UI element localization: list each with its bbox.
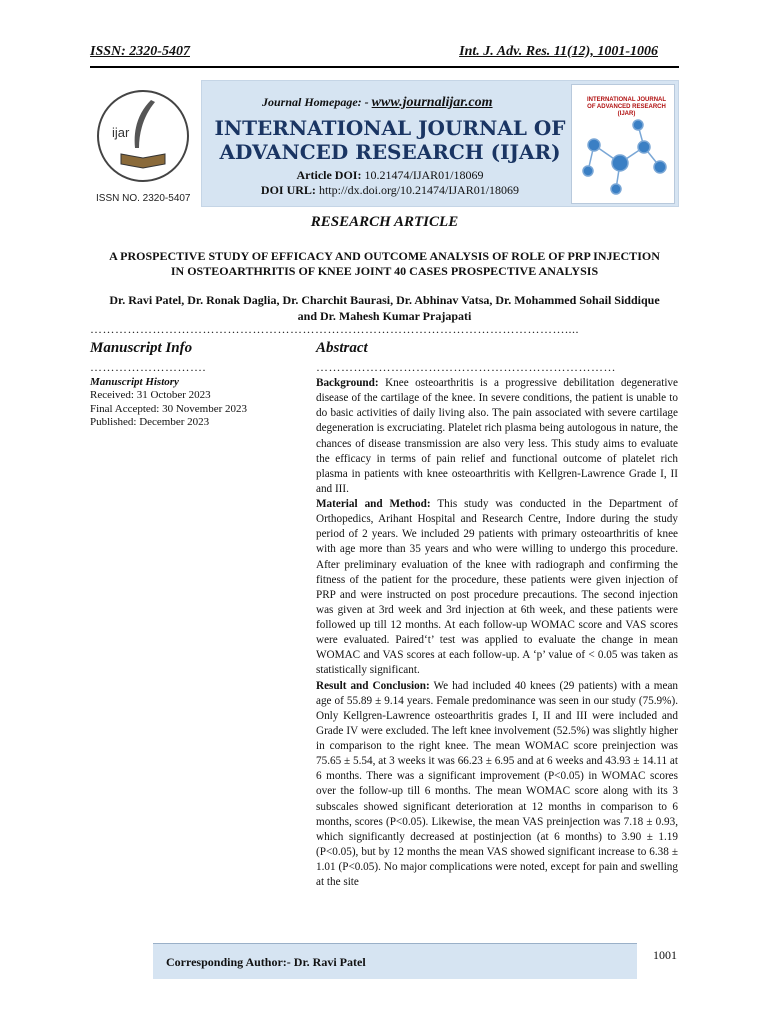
abstract-heading: Abstract — [316, 340, 368, 356]
authors-line2: and Dr. Mahesh Kumar Prajapati — [297, 309, 472, 323]
article-title — [90, 249, 679, 279]
homepage-link[interactable]: www.journalijar.com — [371, 95, 493, 110]
journal-name-line2: ADVANCED RESEARCH (IJAR) — [219, 140, 561, 164]
doi-url-label: DOI URL: — [260, 183, 316, 197]
author-list — [90, 292, 679, 324]
background-label: Background: — [316, 377, 379, 389]
abstract-separator: ……………………………………………………………… — [316, 360, 616, 374]
page-number: 1001 — [653, 948, 677, 962]
article-type: RESEARCH ARTICLE — [310, 214, 459, 230]
abstract-result — [316, 679, 678, 891]
separator: …………………………………………………………………………………………………….... — [90, 322, 579, 336]
authors-line1: Dr. Ravi Patel, Dr. Ronak Daglia, Dr. Charchit Baurasi, Dr. Abhinav Vatsa, Dr. Mohammed Sohail Siddique — [109, 293, 660, 307]
accepted-date: Final Accepted: 30 November 2023 — [90, 403, 248, 415]
manuscript-info-heading: Manuscript Info — [90, 340, 193, 356]
background-text: Knee osteoarthritis is a progressive debilitation degenerative disease of the cartilage of the knee. In severe conditions, the patient is unable to do basic activities of daily living also. The pain associated with severe cartilage degeneration is excruciating. Platelet rich plasma being autologous in nature, the chances of disease transmission are also very less. This study aims to evaluate the efficacy in terms of pain relief and functional outcome of platelet rich plasma in patients with knee osteoarthritis with Kellgren-Lawrence Grade I, II and III. — [316, 377, 678, 495]
logo-wordmark: ijar — [112, 125, 130, 140]
article-title-line2: IN OSTEOARTHRITIS OF KNEE JOINT 40 CASES PROSPECTIVE ANALYSIS — [170, 264, 599, 278]
article-title-line1: A PROSPECTIVE STUDY OF EFFICACY AND OUTCOME ANALYSIS OF ROLE OF PRP INJECTION — [109, 249, 660, 263]
doi-url-link[interactable]: http://dx.doi.org/10.21474/IJAR01/18069 — [318, 183, 520, 197]
logo-issn: ISSN NO. 2320-5407 — [96, 193, 191, 204]
journal-logo — [97, 90, 189, 182]
cover-title: INTERNATIONAL JOURNAL OF ADVANCED RESEARCH (IJAR) — [586, 97, 667, 117]
method-label: Material and Method: — [316, 498, 431, 510]
citation-header: Int. J. Adv. Res. 11(12), 1001-1006 — [459, 44, 658, 59]
article-doi-label: Article DOI: — [296, 168, 362, 182]
journal-name — [214, 116, 566, 164]
article-doi-value: 10.21474/IJAR01/18069 — [364, 168, 484, 182]
journal-homepage — [262, 95, 493, 111]
method-text: This study was conducted in the Department of Orthopedics, Arihant Hospital and Research Centre, Indore during the study period of 2 years. We included 29 patients with primary osteoarthritis of knee with age more than 35 years and who were willing to undergo this procedure. After preliminary evaluation of the knee with radiograph and confirming the fitness of the patient for the procedure, these patients were given injection of PRP and were instructed on post procedure precautions. The second injection was given at 3rd week and 3rd injection at 6th week, and these patients were followed up till 12 months. At each follow-up WOMAC score and VAS scores were evaluated. Paired‘t’ test was applied to evaluate the change in mean WOMAC and VAS scores at each follow-up. A ‘p’ value of < 0.05 was taken as statistically significant. — [316, 498, 678, 677]
manuscript-info-separator: ………………………. — [90, 360, 206, 374]
published-date: Published: December 2023 — [90, 416, 210, 428]
homepage-label: Journal Homepage: - — [262, 95, 369, 109]
abstract-method — [316, 497, 678, 679]
received-date: Received: 31 October 2023 — [90, 389, 211, 401]
abstract-body — [316, 376, 678, 890]
result-text: We had included 40 knees (29 patients) with a mean age of 55.89 ± 9.14 years. Female predominance was seen in our study (75.9%). Only Kellgren-Lawrence osteoarthritis grades I, II and III were included and Grade IV were excluded. The left knee involvement (52.5%) was slightly higher in comparison to the right knee. The mean WOMAC score preinjection was 75.65 ± 5.54, at 3 weeks it was 66.23 ± 6.95 and at 6 weeks and 43.93 ± 14.11 at 6 months. There was a significant improvement (P<0.05) in WOMAC scores over the follow-up till 6 months. The mean WOMAC score along with its 3 subscales showed significant deterioration at 12 months in comparison to 6 months, scores (P<0.05). Likewise, the mean VAS preinjection was 7.18 ± 0.93, which significantly decreased at postinjection (at 6 months) to 3.90 ± 1.19 (P<0.05), but by 12 months the mean VAS showed significant increase to 6.38 ± 1.01 (P<0.05). No major complications were noted, except for pain and swelling at the site — [316, 679, 679, 889]
manuscript-history-label: Manuscript History — [90, 376, 179, 388]
doi-url — [220, 183, 560, 198]
issn-header: ISSN: 2320-5407 — [90, 44, 190, 59]
corresponding-author: Corresponding Author:- Dr. Ravi Patel — [166, 955, 366, 969]
abstract-background — [316, 376, 678, 497]
header-rule — [90, 66, 679, 68]
article-doi — [220, 168, 560, 183]
journal-name-line1: INTERNATIONAL JOURNAL OF — [214, 116, 566, 140]
result-label: Result and Conclusion: — [316, 679, 430, 692]
